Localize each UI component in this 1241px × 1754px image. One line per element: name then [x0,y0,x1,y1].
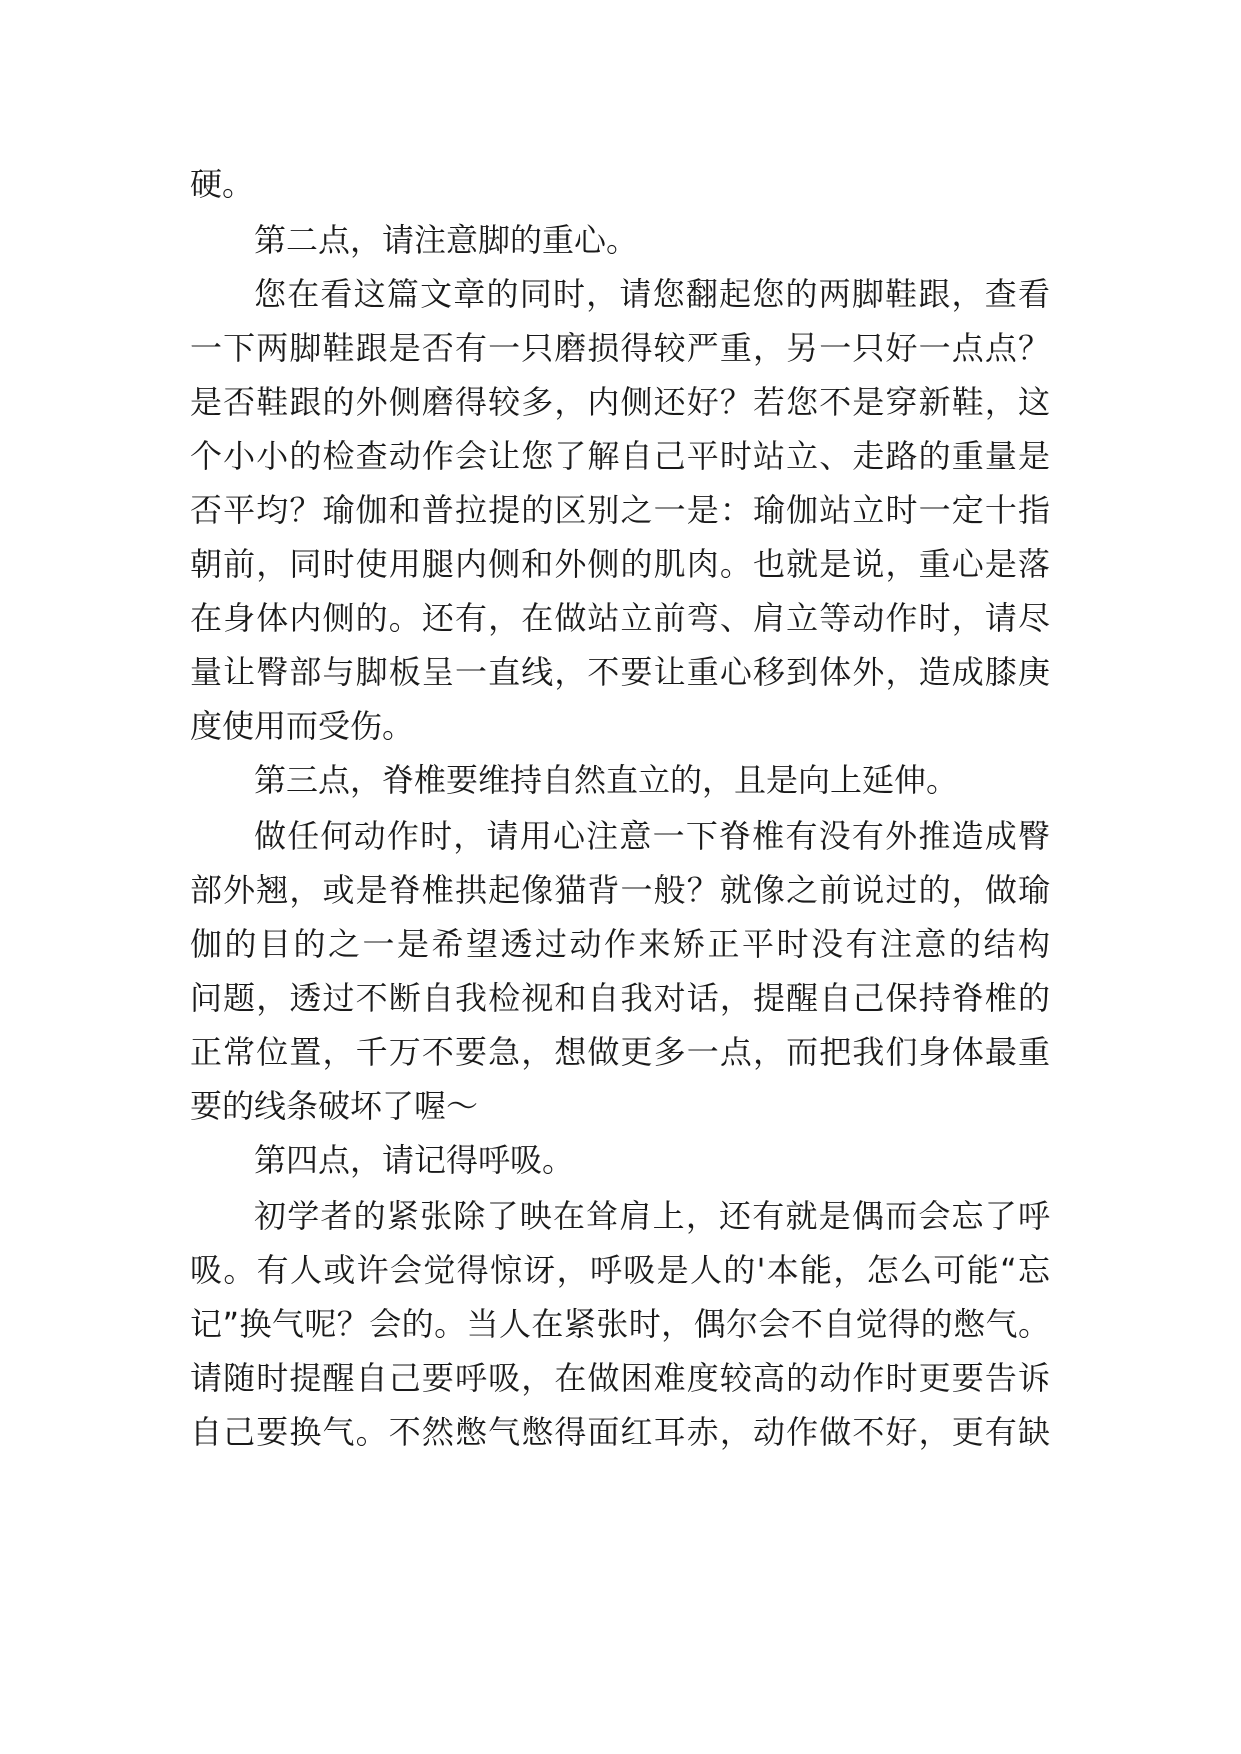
section-heading: 第二点，请注意脚的重心。 [254,221,639,259]
body-line: 记”换气呢？会的。当人在紧张时，偶尔会不自觉得的憋气。 [190,1305,1050,1343]
body-line: 请随时提醒自己要呼吸，在做困难度较高的动作时更要告诉 [190,1359,1050,1397]
body-line: 要的线条破坏了喔～ [190,1087,479,1125]
body-line: 硬。 [190,165,255,203]
body-line: 您在看这篇文章的同时，请您翻起您的两脚鞋跟，查看 [254,275,1050,313]
body-line: 朝前，同时使用腿内侧和外侧的肌肉。也就是说，重心是落 [190,545,1050,583]
body-line: 正常位置，千万不要急，想做更多一点，而把我们身体最重 [190,1033,1050,1071]
body-line: 初学者的紧张除了映在耸肩上，还有就是偶而会忘了呼 [254,1197,1050,1235]
body-line: 伽的目的之一是希望透过动作来矫正平时没有注意的结构 [190,925,1050,963]
body-line: 量让臀部与脚板呈一直线，不要让重心移到体外，造成膝庚 [190,653,1050,691]
body-line: 在身体内侧的。还有，在做站立前弯、肩立等动作时，请尽 [190,599,1050,637]
body-line: 否平均？瑜伽和普拉提的区别之一是：瑜伽站立时一定十指 [190,491,1050,529]
body-line: 是否鞋跟的外侧磨得较多，内侧还好？若您不是穿新鞋，这 [190,383,1050,421]
body-line: 度使用而受伤。 [190,707,415,745]
body-line: 做任何动作时，请用心注意一下脊椎有没有外推造成臀 [254,817,1050,855]
body-line: 自己要换气。不然憋气憋得面红耳赤，动作做不好，更有缺 [190,1413,1050,1451]
section-heading: 第三点，脊椎要维持自然直立的，且是向上延伸。 [254,761,959,799]
body-line: 部外翘，或是脊椎拱起像猫背一般？就像之前说过的，做瑜 [190,871,1050,909]
body-line: 个小小的检查动作会让您了解自己平时站立、走路的重量是 [190,437,1050,475]
body-line: 一下两脚鞋跟是否有一只磨损得较严重，另一只好一点点？ [190,329,1050,367]
section-heading: 第四点，请记得呼吸。 [254,1141,575,1179]
body-line: 吸。有人或许会觉得惊讶，呼吸是人的'本能，怎么可能“忘 [190,1251,1050,1289]
body-line: 问题，透过不断自我检视和自我对话，提醒自己保持脊椎的 [190,979,1050,1017]
